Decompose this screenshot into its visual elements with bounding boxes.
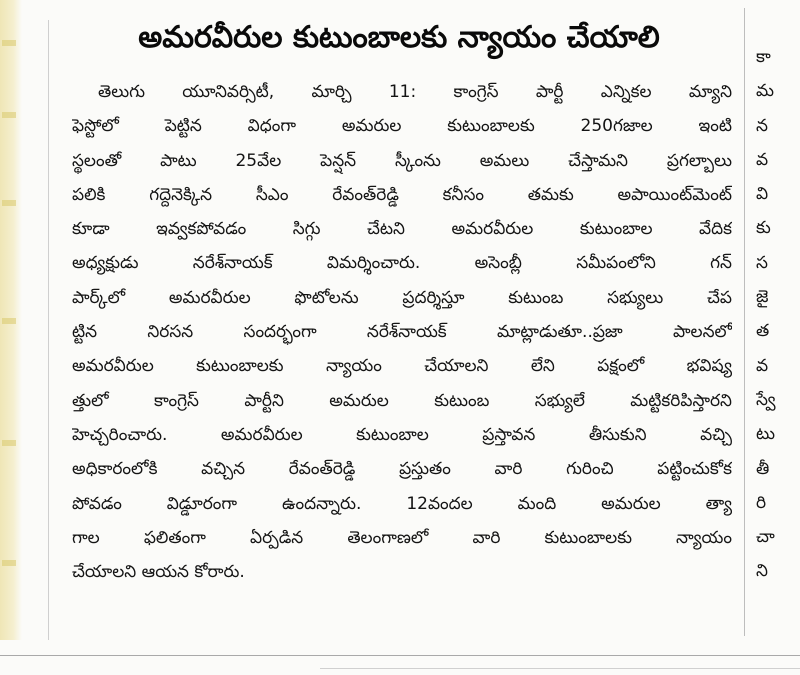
- next-column-fragments: [756, 40, 800, 589]
- edge-mark: [2, 112, 16, 118]
- next-column-fragment: న: [756, 115, 768, 136]
- next-column-fragment: జై: [756, 287, 769, 308]
- edge-mark: [2, 318, 16, 324]
- next-column-fragment: టు: [756, 424, 776, 445]
- column-divider-left: [48, 20, 49, 640]
- next-column-fragment: స: [756, 252, 768, 273]
- article-line: పార్క్‌లో అమరవీరుల ఫొటోలను ప్రదర్శిస్తూ కుటుంబ సభ్యులు చేప: [72, 287, 732, 308]
- article-line: హెచ్చరించారు. అమరవీరుల కుటుంబాల ప్రస్తావన తీసుకుని వచ్చి: [72, 424, 732, 445]
- edge-mark: [2, 440, 16, 446]
- article-line: ట్టిన నిరసన సందర్భంగా నరేశ్‌నాయక్ మాట్లాడుతూ..ప్రజా పాలనలో: [72, 322, 732, 343]
- article-line: అధ్యక్షుడు నరేశ్‌నాయక్ విమర్శించారు. అసెంబ్లీ సమీపంలోని గన్: [72, 253, 732, 274]
- next-column-fragment: వ: [756, 355, 769, 376]
- next-column-fragment: కు: [756, 218, 771, 239]
- edge-mark: [2, 200, 16, 206]
- next-column-fragment: కా: [756, 47, 771, 67]
- article-line: కూడా ఇవ్వకపోవడం సిగ్గు చేటని అమరవీరుల కుటుంబాల వేదిక: [72, 219, 732, 240]
- next-column-fragment: ని: [756, 561, 768, 582]
- article-line: చేయాలని ఆయన కోరారు.: [72, 562, 245, 583]
- next-column-fragment: రి: [756, 492, 767, 513]
- next-column-fragment: తీ: [756, 458, 770, 479]
- article-line: గాల ఫలితంగా ఏర్పడిన తెలంగాణలో వారి కుటుంబాలకు న్యాయం: [72, 527, 732, 548]
- article-line: అమరవీరుల కుటుంబాలకు న్యాయం చేయాలని లేని పక్షంలో భవిష్య: [72, 356, 732, 377]
- article-line: పోవడం విడ్డూరంగా ఉందన్నారు. 12వందల మంది అమరుల త్యా: [72, 493, 732, 514]
- previous-column-edge: [0, 0, 22, 640]
- article-line: పలికి గద్దెనెక్కిన సీఎం రేవంత్‌రెడ్డి కనీసం తమకు అపాయింట్‌మెంట్: [72, 184, 732, 205]
- article-line: తెలుగు యూనివర్సిటీ, మార్చి 11: కాంగ్రెస్ పార్టీ ఎన్నికల మ్యాని: [98, 82, 732, 102]
- next-column-fragment: వ: [756, 149, 769, 170]
- article-line: త్తులో కాంగ్రెస్ పార్టీని అమరుల కుటుంబ సభ్యులే మట్టికరిపిస్తారని: [72, 390, 732, 411]
- article-line: స్థలంతో పాటు 25వేల పెన్షన్ స్కీంను అమలు చేస్తామని ప్రగల్బాలు: [72, 150, 732, 171]
- bottom-rule: [0, 655, 800, 656]
- next-column-fragment: చా: [756, 527, 775, 548]
- edge-mark: [2, 40, 16, 46]
- next-column-fragment: స్వే: [756, 389, 776, 410]
- article-line: అధికారంలోకి వచ్చిన రేవంత్‌రెడ్డి ప్రస్తుతం వారి గురించి పట్టించుకోక: [72, 459, 732, 480]
- article-line: ఫెస్టోలో పెట్టిన విధంగా అమరుల కుటుంబాలకు 250గజాల ఇంటి: [72, 116, 732, 137]
- edge-mark: [2, 560, 16, 566]
- next-column-fragment: మ: [756, 81, 774, 102]
- next-column-fragment: వి: [756, 184, 769, 205]
- article-body: [72, 75, 732, 589]
- next-column-fragment: త: [756, 321, 770, 342]
- bottom-rule-secondary: [320, 668, 800, 669]
- column-divider-right: [744, 8, 745, 636]
- article-headline: అమరవీరుల కుటుంబాలకు న్యాయం చేయాలి: [138, 20, 660, 55]
